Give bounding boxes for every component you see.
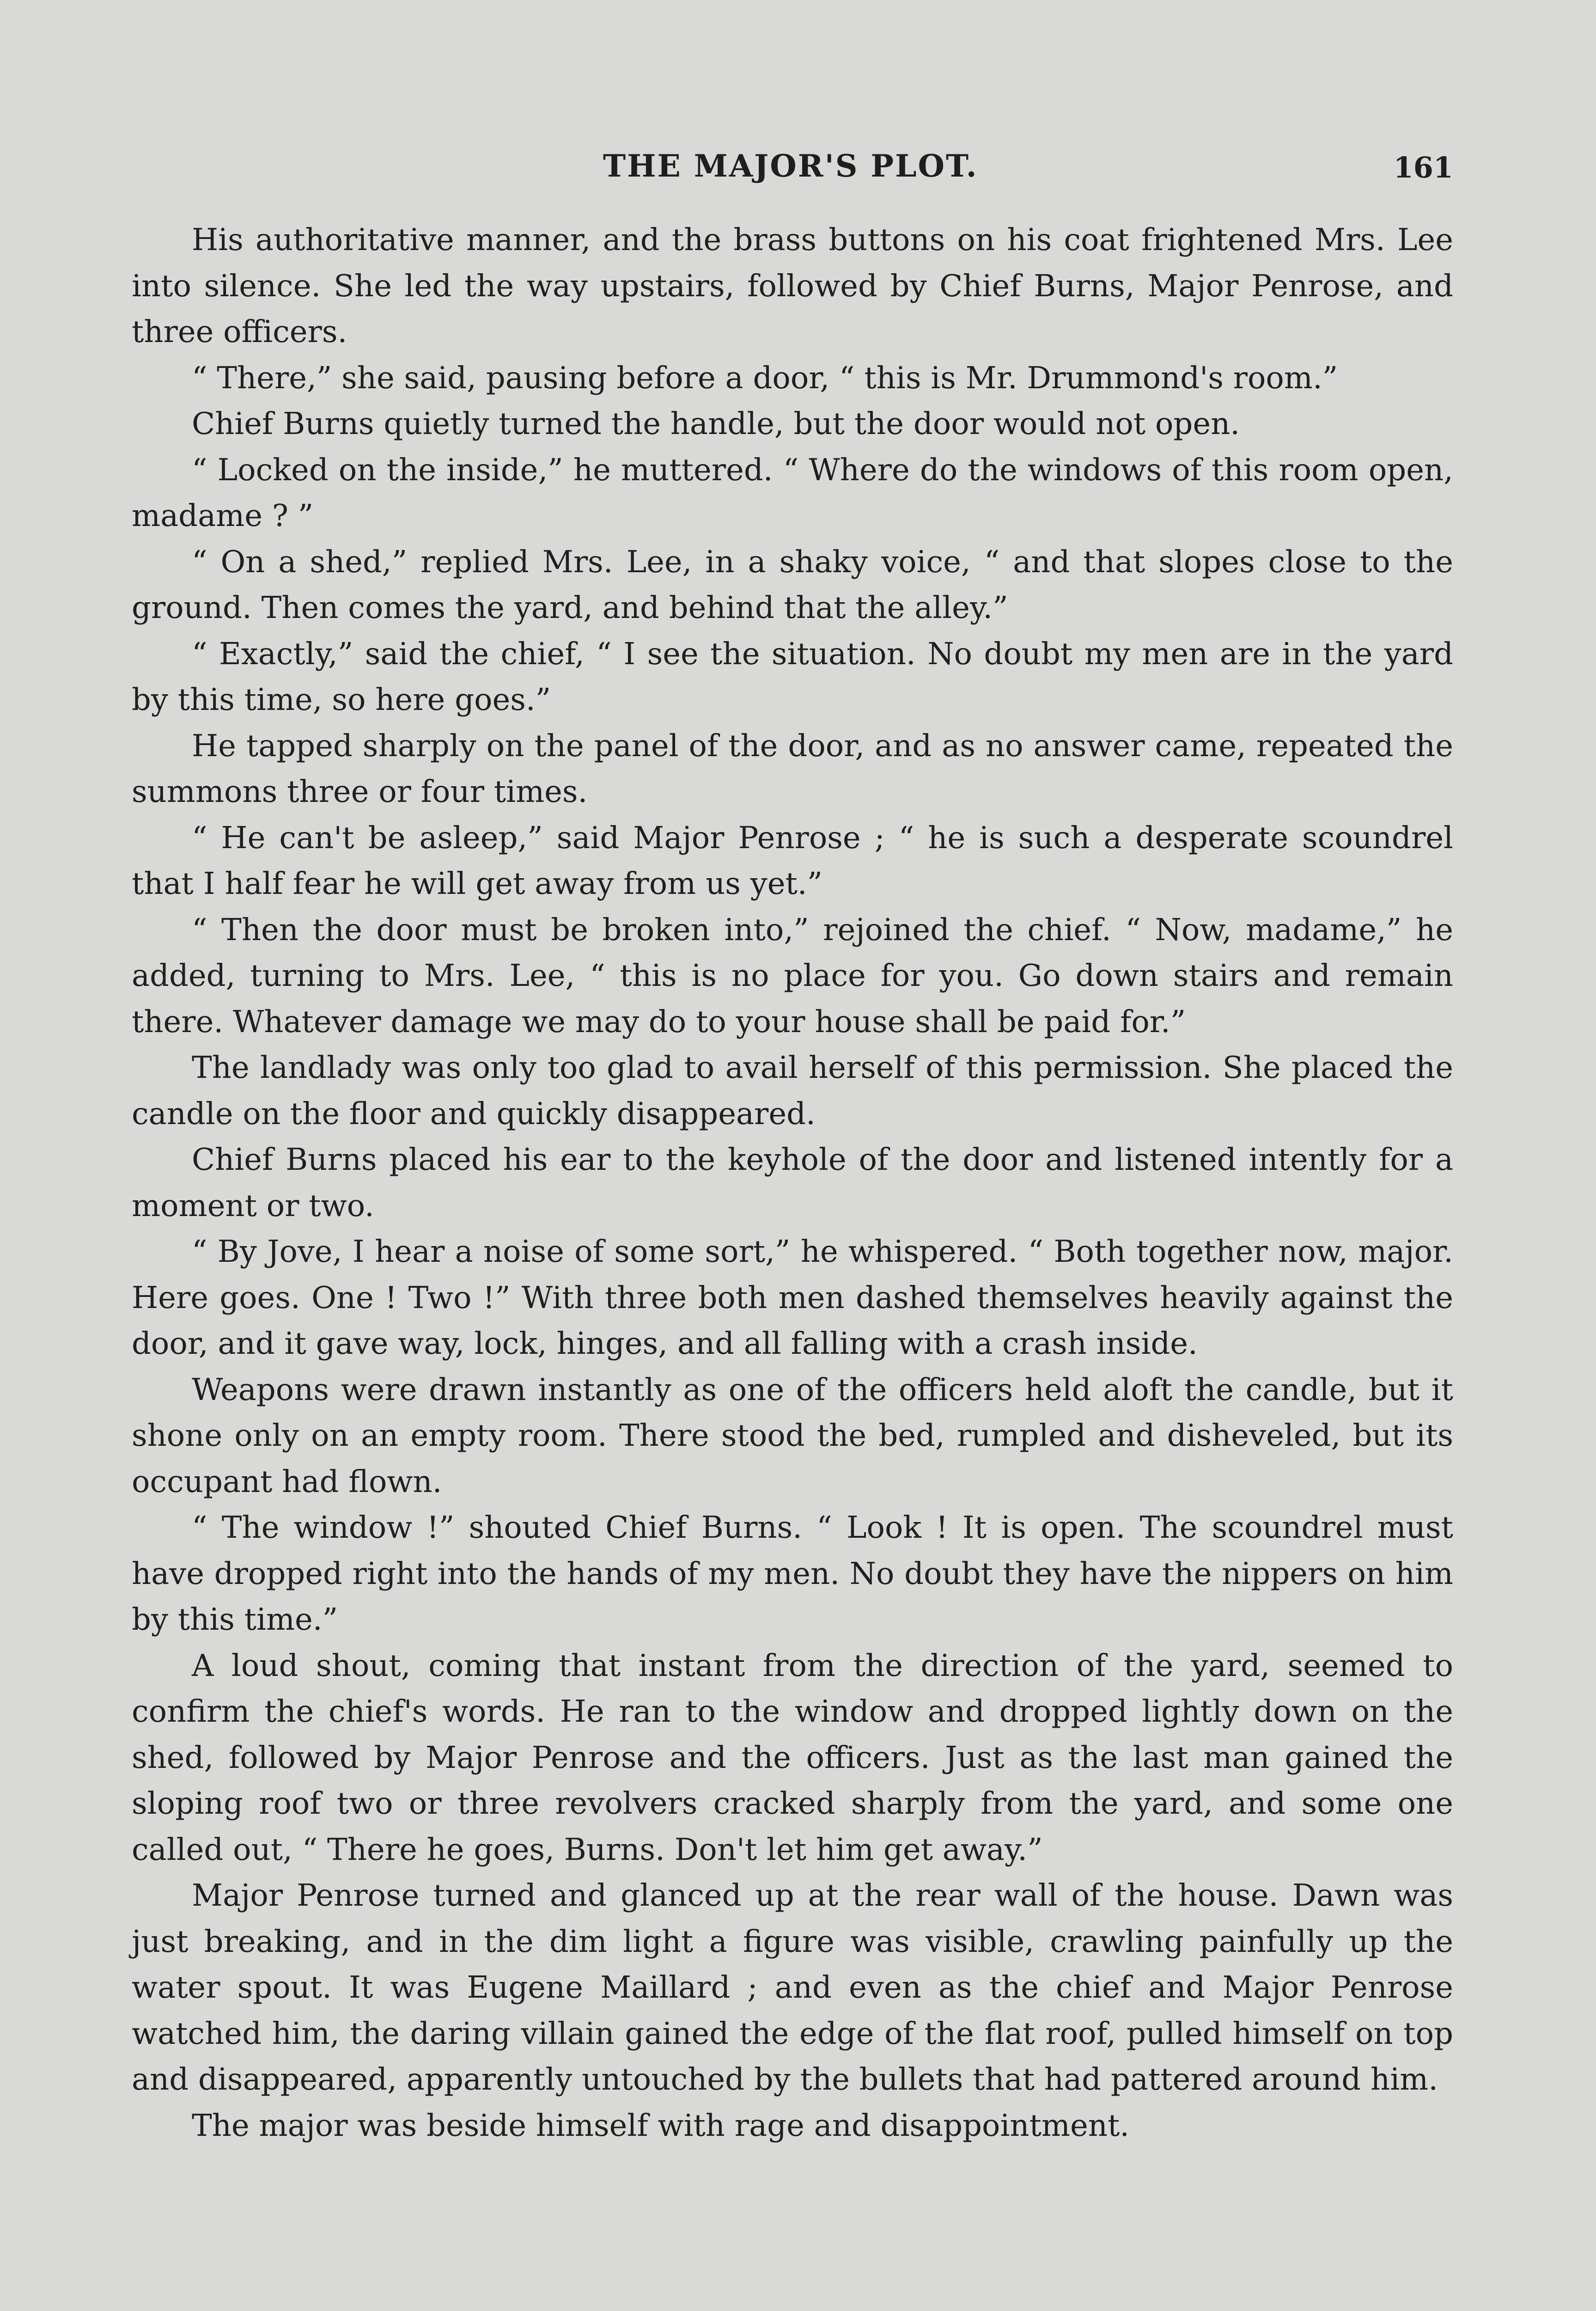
paragraph: A loud shout, coming that instant from the direction of the yard, seemed to confirm the chief's words. He ran to the window and dropped lightly down on the shed, followed by Major Penrose and the officers. Just as the last man gained the sloping roof two or three revolvers cracked sharply from the yard, and some one called out, “ There he goes, Burns. Don't let him get away.” xyxy=(132,1648,1453,1867)
paragraph: “ On a shed,” replied Mrs. Lee, in a shaky voice, “ and that slopes close to the ground. Then comes the yard, and behind that the alley.” xyxy=(132,544,1453,625)
paragraph: The landlady was only too glad to avail herself of this permission. She placed the candle on the floor and quickly disappeared. xyxy=(132,1050,1453,1131)
running-title: THE MAJOR'S PLOT. xyxy=(603,148,978,184)
paragraph: He tapped sharply on the panel of the door, and as no answer came, repeated the summons three or four times. xyxy=(132,728,1453,809)
paragraph: “ Locked on the inside,” he muttered. “ Where do the windows of this room open, madame ? ” xyxy=(132,452,1453,533)
paragraph: “ By Jove, I hear a noise of some sort,” he whispered. “ Both together now, major. Here goes. One ! Two !” With three both men dashed themselves heavily against the door, and it gave way, lock, hinges, and all falling with a crash inside. xyxy=(132,1234,1453,1361)
paragraph: “ The window !” shouted Chief Burns. “ Look ! It is open. The scoundrel must have dropped right into the hands of my men. No doubt they have the nippers on him by this time.” xyxy=(132,1510,1453,1637)
paragraph: “ Exactly,” said the chief, “ I see the situation. No doubt my men are in the yard by this time, so here goes.” xyxy=(132,636,1453,717)
paragraph: “ He can't be asleep,” said Major Penrose ; “ he is such a desperate scoundrel that I half fear he will get away from us yet.” xyxy=(132,820,1453,901)
paragraph: Weapons were drawn instantly as one of the officers held aloft the candle, but it shone only on an empty room. There stood the bed, rumpled and disheveled, but its occupant had flown. xyxy=(132,1372,1453,1499)
page-header xyxy=(132,148,1453,199)
paragraph: Major Penrose turned and glanced up at the rear wall of the house. Dawn was just breaking, and in the dim light a figure was visible, crawling painfully up the water spout. It was Eugene Maillard ; and even as the chief and Major Penrose watched him, the daring villain gained the edge of the flat roof, pulled himself on top and disappeared, apparently untouched by the bullets that had pattered around him. xyxy=(132,1878,1453,2097)
paragraph: Chief Burns placed his ear to the keyhole of the door and listened intently for a moment or two. xyxy=(132,1142,1453,1223)
paragraph: Chief Burns quietly turned the handle, but the door would not open. xyxy=(192,406,1240,441)
paragraph: His authoritative manner, and the brass buttons on his coat frightened Mrs. Lee into silence. She led the way upstairs, followed by Chief Burns, Major Penrose, and three officers. xyxy=(132,222,1453,349)
paragraph: The major was beside himself with rage and disappointment. xyxy=(192,2108,1130,2143)
paragraph: “ Then the door must be broken into,” rejoined the chief. “ Now, madame,” he added, turning to Mrs. Lee, “ this is no place for you. Go down stairs and remain there. Whatever damage we may do to your house shall be paid for.” xyxy=(132,912,1453,1039)
body-text xyxy=(132,217,1453,2149)
page-number: 161 xyxy=(1393,151,1453,184)
paragraph: “ There,” she said, pausing before a door, “ this is Mr. Drummond's room.” xyxy=(192,360,1338,396)
